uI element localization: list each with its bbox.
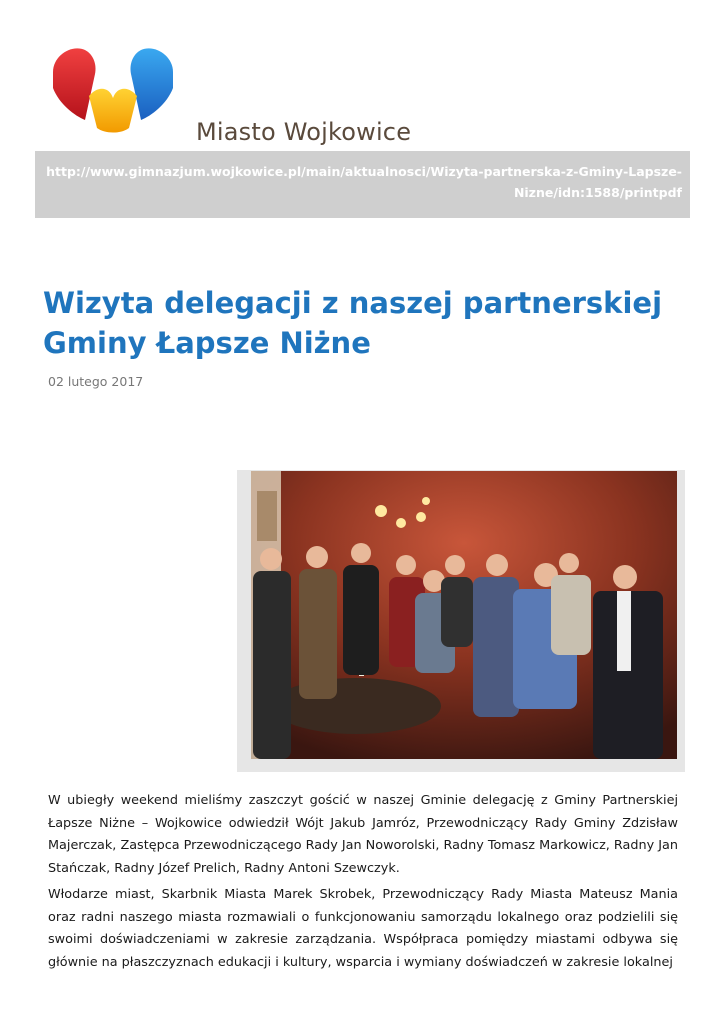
wojkowice-logo: [45, 42, 181, 138]
article-title: Wizyta delegacji z naszej partnerskiej Gminy Łapsze Niżne: [43, 286, 663, 360]
url-bar: [35, 151, 690, 218]
article-paragraph: W ubiegły weekend mieliśmy zaszczyt gościć w naszej Gminie delegację z Gminy Partnerskiej Łapsze Niżne – Wojkowice odwiedził Wójt Jakub Jamróz, Przewodniczący Rady Gminy Zdzisław Majerczak, Zastępca Przewodniczącego Rady Jan Noworolski, Radny Tomasz Markowicz, Radny Jan Stańczak, Radny Józef Prelich, Radny Antoni Szewczyk.: [48, 793, 678, 877]
article-photo: [251, 471, 677, 759]
logo-yellow-petal: [89, 89, 137, 133]
logo-blue-petal: [130, 48, 173, 120]
article-date: 02 lutego 2017: [48, 374, 144, 389]
page-url[interactable]: http://www.gimnazjum.wojkowice.pl/main/aktualnosci/Wizyta-partnerska-z-Gminy-Lapsze-Nizne/idn:1588/printpdf: [46, 164, 682, 200]
logo-red-petal: [53, 48, 96, 120]
site-name: Miasto Wojkowice: [196, 118, 412, 146]
article-paragraph: Włodarze miast, Skarbnik Miasta Marek Skrobek, Przewodniczący Rady Miasta Mateusz Mania oraz radni naszego miasta rozmawiali o funkcjonowaniu samorządu lokalnego oraz podzielili się swoimi doświadczeniami w zakresie zarządzania. Współpraca pomiędzy miastami odbywa się głównie na płaszczyznach edukacji i kultury, wsparcia i wymiany doświadczeń w zakresie lokalnej: [48, 887, 678, 971]
